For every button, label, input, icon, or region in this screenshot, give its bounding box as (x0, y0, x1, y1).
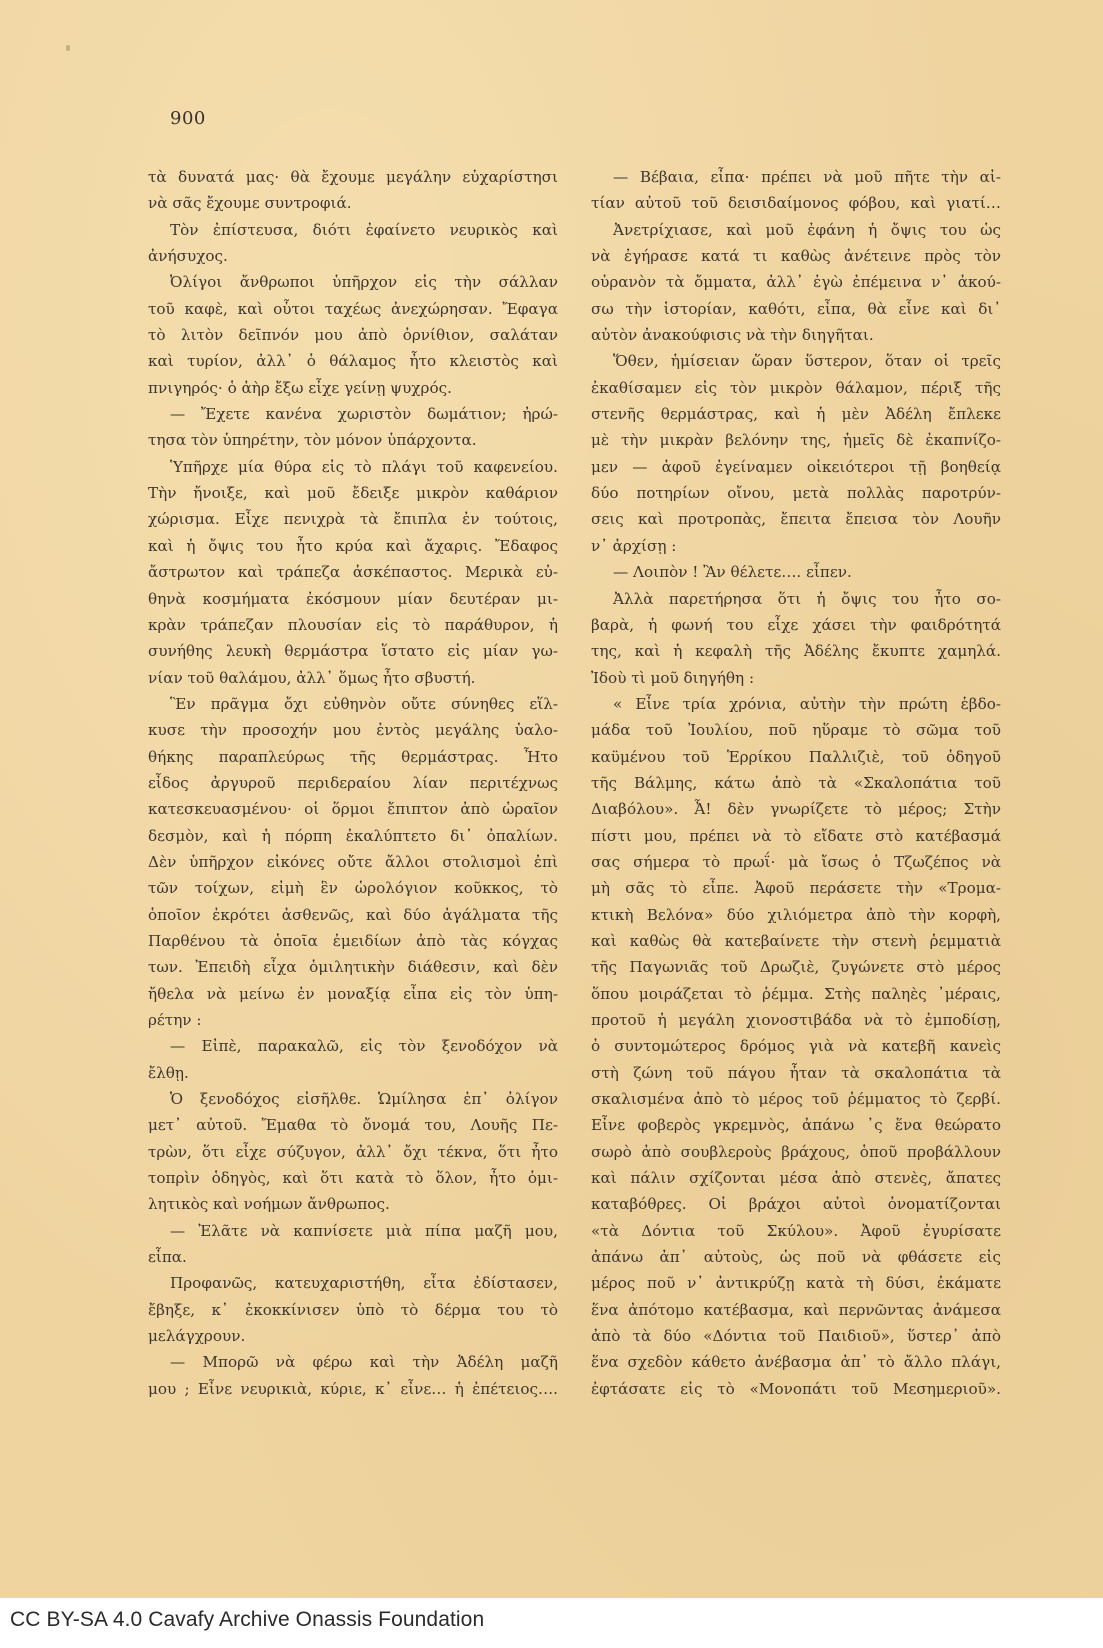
text-line: Προφανῶς, κατευχαριστήθη, εἶτα ἐδίστασεν, (170, 1274, 558, 1293)
text-line: Ὀλίγοι ἄνθρωποι ὑπῆρχον εἰς τὴν σάλλαν (170, 273, 558, 292)
text-line: ἤθελα νὰ μείνω ἐν μοναξίᾳ εἶπα εἰς τὸν ὑπη- (148, 984, 558, 1003)
text-line: νὰ ἐγήρασε κατά τι καθὼς ἀνέτεινε πρὸς τὸν (591, 247, 1001, 266)
text-line: βαρὰ, ἡ φωνή του εἶχε χάσει τὴν φαιδρότητά (591, 615, 1001, 634)
text-line: Ὑπῆρχε μία θύρα εἰς τὸ πλάγι τοῦ καφενείου. (170, 457, 558, 476)
left-text-column (148, 164, 558, 1402)
page-number: 900 (170, 108, 206, 129)
text-line: καταβόθρες. Οἱ βράχοι αὐτοὶ ὀνοματίζονται (591, 1195, 1001, 1214)
text-line: αὐτὸν ἀνακούφισις νὰ τὴν διηγῆται. (591, 326, 874, 345)
text-line: ὅπου μοιράζεται τὸ ῥέμμα. Στὴς παληὲς ᾽μέραις, (591, 984, 1001, 1003)
text-line: Ἓν πρᾶγμα ὄχι εὐθηνὸν οὔτε σύνηθες εἵλ- (170, 694, 558, 713)
text-line: τίαν αὐτοῦ τοῦ δεισιδαίμονος φόβου, καὶ γιατί… (591, 194, 1001, 213)
text-line: κατεσκευασμένου· οἱ ὅρμοι ἔπιπτον ἀπὸ ὡραῖον (148, 800, 558, 819)
text-line: στὴ ζώνη τοῦ πάγου ἦταν τὰ σκαλοπάτια τὰ (591, 1063, 1001, 1082)
text-line: καὶ τυρίον, ἀλλ᾽ ὁ θάλαμος ἦτο κλειστὸς καὶ (148, 352, 558, 371)
text-line: σωρὸ ἀπὸ σουβλεροὺς βράχους, ὁποῦ προβάλλουν (591, 1142, 1001, 1161)
text-line: πνιγηρός· ὁ ἀὴρ ἔξω εἶχε γείνῃ ψυχρός. (148, 378, 452, 397)
text-line: των. Ἐπειδὴ εἶχα ὁμιλητικὴν διάθεσιν, καὶ δὲν (148, 958, 558, 977)
text-line: τῆς Παγωνιᾶς τοῦ Δρωζιὲ, ζυγώνετε στὸ μέρος (591, 958, 1001, 977)
text-line: — Λοιπὸν ! Ἂν θέλετε…. εἶπεν. (613, 563, 852, 582)
text-line: κρὰν τράπεζαν πλουσίαν εἰς τὸ παράθυρον, ἡ (148, 615, 558, 634)
text-line: θηνὰ κοσμήματα ἐκόσμουν μίαν δευτέραν μι- (148, 589, 558, 608)
text-line: θήκης παραπλεύρως τῆς θερμάστρας. Ἦτο (148, 747, 558, 766)
text-line: εἶδος ἀργυροῦ περιδεραίου λίαν περιτέχνως (148, 773, 558, 792)
text-line: Ὅθεν, ἡμίσειαν ὥραν ὕστερον, ὅταν οἱ τρεῖς (613, 352, 1001, 371)
text-line: Παρθένου τὰ ὁποῖα ἐμειδίων ἀπὸ τὰς κόγχας (148, 931, 558, 950)
text-line: ἔβηξε, κ᾽ ἐκοκκίνισεν ὑπὸ τὸ δέρμα του τὸ (148, 1300, 558, 1319)
text-line: Δὲν ὑπῆρχον εἰκόνες οὔτε ἄλλοι στολισμοὶ ἐπὶ (148, 852, 558, 871)
text-line: καὶ καθὼς θὰ κατεβαίνετε τὴν στενὴ ῥεμματιὰ (591, 931, 1001, 950)
text-line: τὸ λιτὸν δεῖπνόν μου ἀπὸ ὀρνίθιον, σαλάταν (148, 326, 558, 345)
text-line: κυσε τὴν προσοχήν μου ἐντὸς μεγάλης ὑαλο- (148, 721, 558, 740)
text-line: — Βέβαια, εἶπα· πρέπει νὰ μοῦ πῆτε τὴν αἰ- (613, 168, 1001, 186)
text-line: ἀπάνω ἀπ᾽ αὐτοὺς, ὡς ποῦ νὰ φθάσετε εἰς (591, 1248, 1001, 1267)
text-line: Ἰδοὺ τὶ μοῦ διηγήθη : (591, 668, 755, 687)
text-line: πίστι μου, πρέπει νὰ τὸ εἴδατε στὸ κατέβασμά (591, 826, 1001, 845)
text-line: ν᾽ ἀρχίσῃ : (591, 536, 677, 555)
text-line: μέρος ποῦ ν᾽ ἀντικρύζῃ κατὰ τὴ δύσι, ἐκάματε (591, 1274, 1001, 1293)
text-line: μου ; Εἶνε νευρικιὰ, κύριε, κ᾽ εἶνε… ἡ ἐπέτειος…. (148, 1379, 558, 1398)
text-line: μάδα τοῦ Ἰουλίου, ποῦ ηὕραμε τὸ σῶμα τοῦ (591, 721, 1001, 740)
text-line: τησα τὸν ὑπηρέτην, τὸν μόνον ὑπάρχοντα. (148, 431, 477, 450)
text-line: — Ἔχετε κανένα χωριστὸν δωμάτιον; ἠρώ- (170, 405, 558, 424)
text-line: ἐκαθίσαμεν εἰς τὸν μικρὸν θάλαμον, πέριξ τῆς (591, 378, 1001, 397)
right-text-column (591, 164, 1001, 1402)
text-line: ἄστρωτον καὶ τράπεζα ἀσκέπαστος. Μερικὰ εὐ- (148, 563, 558, 582)
text-line: Διαβόλου». Ἆ! δὲν γνωρίζετε τὸ μέρος; Στὴν (591, 800, 1001, 819)
text-line: Εἶνε φοβερὸς γκρεμνὸς, ἀπάνω ᾽ς ἕνα θεώρατο (591, 1116, 1001, 1135)
paper-speck (66, 45, 70, 51)
text-line: Ὁ ξενοδόχος εἰσῆλθε. Ὡμίλησα ἐπ᾽ ὀλίγον (170, 1090, 558, 1109)
text-line: ἀπὸ τὰ δύο «Δόντια τοῦ Παιδιοῦ», ὕστερ᾽ ἀπὸ (591, 1327, 1001, 1346)
text-line: μελάγχρουν. (148, 1327, 246, 1346)
text-line: στενῆς θερμάστρας, καὶ ἡ μὲν Ἀδέλη ἔπλεκε (591, 405, 1001, 424)
text-line: συνήθης λευκὴ θερμάστρα ἵστατο εἰς μίαν γω- (148, 642, 558, 661)
text-line: τῆς Βάλμης, κάτω ἀπὸ τὰ «Σκαλοπάτια τοῦ (591, 773, 1001, 792)
text-line: «τὰ Δόντια τοῦ Σκύλου». Ἀφοῦ ἐγυρίσατε (591, 1221, 1001, 1240)
text-line: ὁποῖον ἐκρότει ἀσθενῶς, καὶ δύο ἀγάλματα τῆς (148, 905, 558, 924)
text-line: νίαν τοῦ θαλάμου, ἀλλ᾽ ὅμως ἦτο σβυστή. (148, 668, 476, 687)
text-line: Τὸν ἐπίστευσα, διότι ἐφαίνετο νευρικὸς καὶ (170, 220, 558, 239)
text-line: σεις καὶ προτροπὰς, ἔπειτα ἔπεισα τὸν Λουῆν (591, 510, 1001, 529)
text-line: καὶ πάλιν σχίζονται μέσα ἀπὸ στενὲς, ἄπατες (591, 1169, 1001, 1188)
text-line: ἕνα σχεδὸν κάθετο ἀνέβασμα ἀπ᾽ τὸ ἄλλο πλάγι, (591, 1353, 1001, 1372)
text-line: οὐρανὸν τὰ ὄμματα, ἀλλ᾽ ἐγὼ ἐπέμεινα ν᾽ ἀκού- (591, 273, 1001, 292)
text-line: λητικὸς καὶ νοήμων ἄνθρωπος. (148, 1195, 390, 1214)
text-line: νὰ σᾶς ἔχουμε συντροφιά. (148, 194, 352, 213)
text-line: κτικὴ Βελόνα» δύο χιλιόμετρα ἀπὸ τὴν κορφὴ, (591, 905, 1001, 924)
text-line: μετ᾽ αὐτοῦ. Ἔμαθα τὸ ὄνομά του, Λουῆς Πε- (148, 1116, 558, 1135)
text-line: ἀνήσυχος. (148, 247, 228, 266)
text-line: καϋμένου τοῦ Ἑρρίκου Παλλιζιὲ, τοῦ ὁδηγοῦ (591, 747, 1001, 766)
text-line: ἕνα ἀπότομο κατέβασμα, καὶ περνῶντας ἀνάμεσα (591, 1300, 1001, 1319)
text-line: τοῦ καφὲ, καὶ οὗτοι ταχέως ἀνεχώρησαν. Ἔφαγα (148, 299, 558, 318)
text-line: μὴ σᾶς τὸ εἶπε. Ἀφοῦ περάσετε τὴν «Τρομα- (591, 879, 1001, 898)
text-line: ἐφτάσατε εἰς τὸ «Μονοπάτι τοῦ Μεσημεριοῦ». (591, 1379, 1001, 1398)
text-line: — Μπορῶ νὰ φέρω καὶ τὴν Ἀδέλη μαζῆ (170, 1353, 558, 1372)
text-line: τοπρὶν ὁδηγὸς, καὶ ὅτι κατὰ τὸ ὅλον, ἦτο ὁμι- (148, 1169, 558, 1188)
text-line: Τὴν ἤνοιξε, καὶ μοῦ ἔδειξε μικρὸν καθάριον (148, 484, 558, 503)
text-line: σω τὴν ἱστορίαν, καθότι, εἶπα, θὰ εἶνε καὶ δι᾽ (591, 299, 1001, 318)
text-line: ὁ συντομώτερος δρόμος γιὰ νὰ κατεβῆ κανεὶς (591, 1037, 1001, 1056)
text-line: προτοῦ ἡ μεγάλη χιονοστιβάδα νὰ τὸ ἐμποδίσῃ, (591, 1011, 1001, 1029)
text-line: « Εἶνε τρία χρόνια, αὐτὴν τὴν πρώτη ἑβδο- (613, 694, 1001, 713)
license-credit: CC BY-SA 4.0 Cavafy Archive Onassis Foundation (10, 1608, 485, 1631)
text-line: σκαλισμένα ἀπὸ τὸ μέρος τοῦ ῥέμματος τὸ ζερβί. (591, 1090, 1001, 1109)
text-line: ἔλθῃ. (148, 1063, 189, 1082)
text-line: μεν — ἀφοῦ ἐγείναμεν οἰκειότεροι τῇ βοηθείᾳ (591, 457, 1001, 476)
text-line: τῶν τοίχων, εἰμὴ ἓν ὡρολόγιον κοῦκκος, τὸ (148, 879, 558, 898)
text-line: μὲ τὴν μικρὰν βελόνην της, ἡμεῖς δὲ ἐκαπνίζο- (591, 431, 1001, 450)
text-line: της, καὶ ἡ κεφαλὴ τῆς Ἀδέλης ἔκυπτε χαμηλά. (591, 642, 1001, 661)
text-line: καὶ ἡ ὄψις του ἦτο κρύα καὶ ἄχαρις. Ἔδαφος (148, 536, 558, 555)
text-line: δεσμὸν, καὶ ἡ πόρπη ἐκαλύπτετο δι᾽ ὀπαλίων. (148, 826, 558, 845)
text-line: σας σήμερα τὸ πρωΐ· μὰ ἴσως ὁ Τζωζέπος νὰ (591, 852, 1001, 871)
text-line: τρὼν, ὅτι εἶχε σύζυγον, ἀλλ᾽ ὄχι τέκνα, ὅτι ἦτο (148, 1142, 558, 1161)
text-line: — Εἰπὲ, παρακαλῶ, εἰς τὸν ξενοδόχον νὰ (170, 1037, 558, 1056)
text-line: χώρισμα. Εἶχε πενιχρὰ τὰ ἔπιπλα ἐν τούτοις, (148, 510, 558, 529)
text-line: δύο ποτηρίων οἴνου, μετὰ πολλὰς παροτρύν- (591, 484, 1001, 503)
text-line: εἶπα. (148, 1248, 187, 1267)
text-line: Ἀνετρίχιασε, καὶ μοῦ ἐφάνη ἡ ὄψις του ὡς (613, 220, 1001, 239)
text-line: τὰ δυνατά μας· θὰ ἔχουμε μεγάλην εὐχαρίστησι (148, 168, 558, 186)
text-line: — Ἐλᾶτε νὰ καπνίσετε μιὰ πίπα μαζῆ μου, (170, 1221, 558, 1240)
text-line: ρέτην : (148, 1011, 202, 1029)
text-line: Ἀλλὰ παρετήρησα ὅτι ἡ ὄψις του ἦτο σο- (613, 589, 1001, 608)
